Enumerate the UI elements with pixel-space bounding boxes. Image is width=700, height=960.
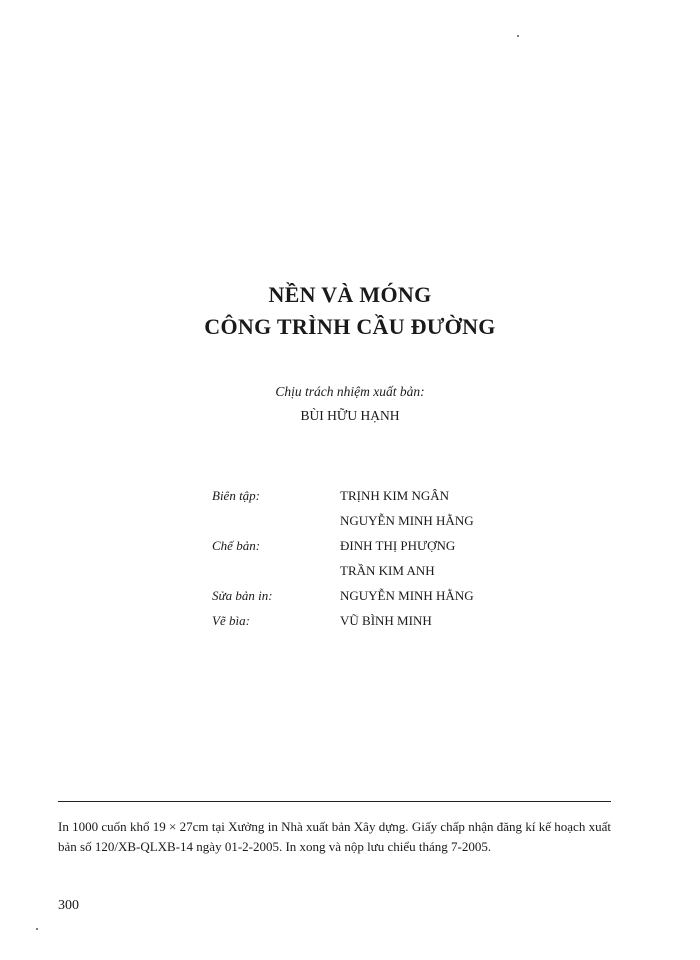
- credit-name: ĐINH THỊ PHƯỢNG: [340, 538, 456, 553]
- scan-speck: [36, 928, 38, 930]
- credit-role: [212, 558, 340, 583]
- credit-name: TRẦN KIM ANH: [340, 563, 435, 578]
- publisher-responsibility-label: Chịu trách nhiệm xuất bản:: [275, 384, 425, 399]
- credit-role: Sửa bản in:: [212, 588, 273, 603]
- credit-name: NGUYỄN MINH HẰNG: [340, 513, 474, 528]
- book-title-line-2: CÔNG TRÌNH CẦU ĐƯỜNG: [204, 314, 496, 339]
- credit-row: [212, 508, 532, 533]
- credit-row: [212, 558, 532, 583]
- book-title-line-1: NỀN VÀ MÓNG: [268, 282, 432, 307]
- credit-row: [212, 533, 532, 558]
- scan-speck: [517, 35, 519, 37]
- credit-role: Vẽ bìa:: [212, 613, 250, 628]
- publisher-responsibility-name: BÙI HỮU HẠNH: [300, 408, 400, 423]
- credit-row: [212, 483, 532, 508]
- imprint-divider: [58, 801, 611, 802]
- credit-role: Chế bản:: [212, 538, 261, 553]
- credit-name: TRỊNH KIM NGÂN: [340, 488, 450, 503]
- page-number: 300: [58, 898, 79, 913]
- credit-role: Biên tập:: [212, 488, 261, 503]
- credit-role: [212, 508, 340, 533]
- credits-list: [212, 483, 532, 633]
- credit-name: NGUYỄN MINH HẰNG: [340, 588, 474, 603]
- credit-row: [212, 583, 532, 608]
- credit-name: VŨ BÌNH MINH: [340, 613, 432, 628]
- credit-row: [212, 608, 532, 633]
- imprint-note: In 1000 cuốn khổ 19 × 27cm tại Xưởng in Nhà xuất bản Xây dựng. Giấy chấp nhận đăng kí kế hoạch xuất bản số 120/XB-QLXB-14 ngày 01-2-2005. In xong và nộp lưu chiểu tháng 7-2005.: [58, 819, 611, 854]
